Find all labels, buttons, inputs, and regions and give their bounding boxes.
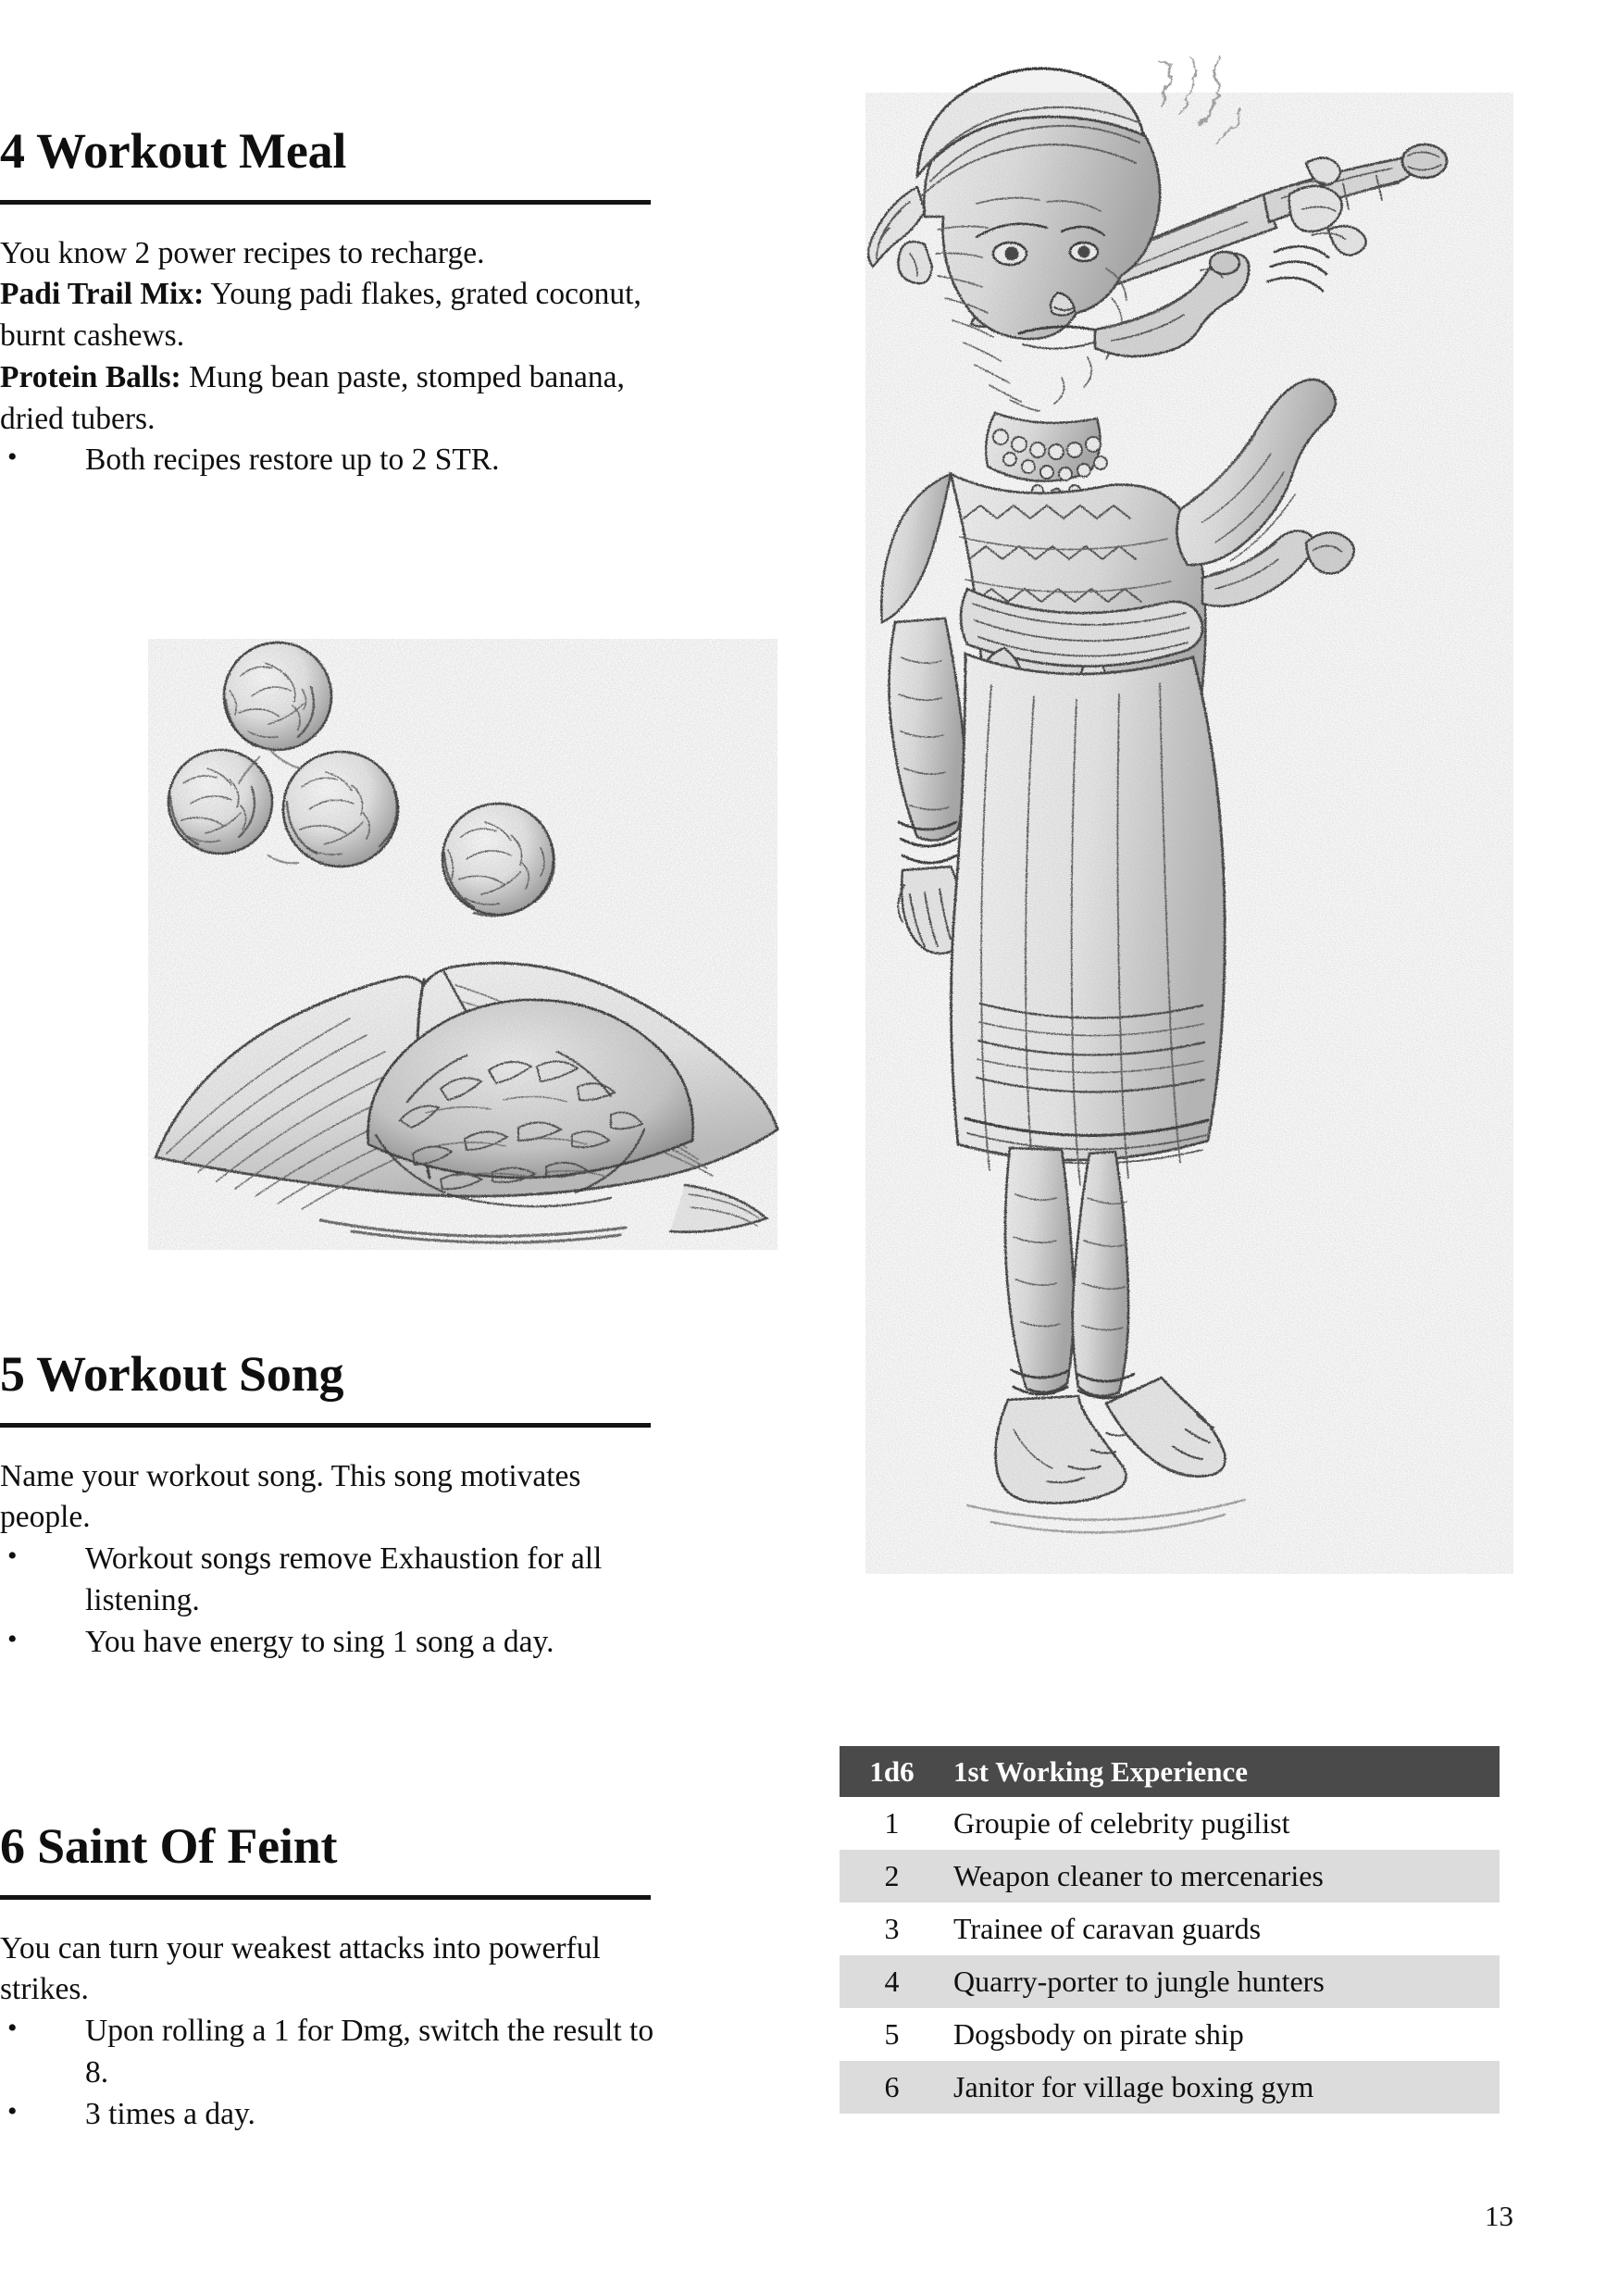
- section-workout-meal: [0, 125, 657, 481]
- cell-roll: 3: [840, 1903, 944, 1955]
- recipe-name: Padi Trail Mix:: [0, 277, 205, 312]
- page-number: 13: [1485, 2200, 1513, 2232]
- recipe-ingredients: Mung bean paste, stomped banana, dried tubers.: [0, 359, 625, 436]
- list-item: • Both recipes restore up to 2 STR.: [0, 440, 657, 481]
- list-item: • Workout songs remove Exhaustion for all listening.: [0, 1539, 657, 1621]
- intro-text: You know 2 power recipes to recharge.: [0, 235, 485, 270]
- cell-roll: 2: [840, 1850, 944, 1903]
- section-body: [0, 1928, 657, 2136]
- section-body: [0, 1456, 657, 1664]
- cell-experience: Janitor for village boxing gym: [944, 2061, 1500, 2114]
- bullet-list: [0, 2011, 657, 2135]
- cell-experience: Trainee of caravan guards: [944, 1903, 1500, 1955]
- table-row: [840, 1850, 1500, 1903]
- section-rule: [0, 1423, 651, 1428]
- cell-roll: 1: [840, 1797, 944, 1850]
- table-header-row: [840, 1746, 1500, 1797]
- bullet-list: [0, 440, 657, 481]
- cell-experience: Weapon cleaner to mercenaries: [944, 1850, 1500, 1903]
- section-saint-of-feint: [0, 1820, 657, 2135]
- list-item: • 3 times a day.: [0, 2094, 657, 2136]
- section-rule: [0, 200, 651, 205]
- table-row: [840, 1955, 1500, 2008]
- section-workout-song: [0, 1348, 657, 1663]
- recipe-line: [0, 274, 657, 356]
- cell-experience: Quarry-porter to jungle hunters: [944, 1955, 1500, 2008]
- cell-roll: 5: [840, 2008, 944, 2061]
- table-row: [840, 1903, 1500, 1955]
- column-header-roll: 1d6: [840, 1746, 944, 1797]
- table-row: [840, 1797, 1500, 1850]
- table-row: [840, 2061, 1500, 2114]
- section-heading: 6 Saint Of Feint: [0, 1818, 338, 1874]
- working-experience-table: [840, 1746, 1500, 2114]
- intro-text: Name your workout song. This song motivates people.: [0, 1458, 581, 1535]
- column-header-experience: 1st Working Experience: [944, 1746, 1500, 1797]
- recipe-ingredients: Young padi flakes, grated coconut, burnt cashews.: [0, 277, 641, 354]
- section-body: [0, 233, 657, 481]
- ape-warrior-sketch: [828, 56, 1560, 1741]
- cell-roll: 4: [840, 1955, 944, 2008]
- list-item: • You have energy to sing 1 song a day.: [0, 1622, 657, 1664]
- recipe-name: Protein Balls:: [0, 359, 181, 394]
- protein-balls-and-trail-mix-sketch: [130, 639, 796, 1250]
- section-heading: 4 Workout Meal: [0, 123, 347, 179]
- section-heading: 5 Workout Song: [0, 1346, 344, 1402]
- cell-roll: 6: [840, 2061, 944, 2114]
- cell-experience: Dogsbody on pirate ship: [944, 2008, 1500, 2061]
- section-rule: [0, 1895, 651, 1900]
- bullet-list: [0, 1539, 657, 1663]
- table-body: [840, 1797, 1500, 2114]
- list-item: • Upon rolling a 1 for Dmg, switch the result to 8.: [0, 2011, 657, 2093]
- table-header: [840, 1746, 1500, 1797]
- cell-experience: Groupie of celebrity pugilist: [944, 1797, 1500, 1850]
- recipe-line: [0, 357, 657, 440]
- intro-text: You can turn your weakest attacks into powerful strikes.: [0, 1930, 601, 2007]
- table-row: [840, 2008, 1500, 2061]
